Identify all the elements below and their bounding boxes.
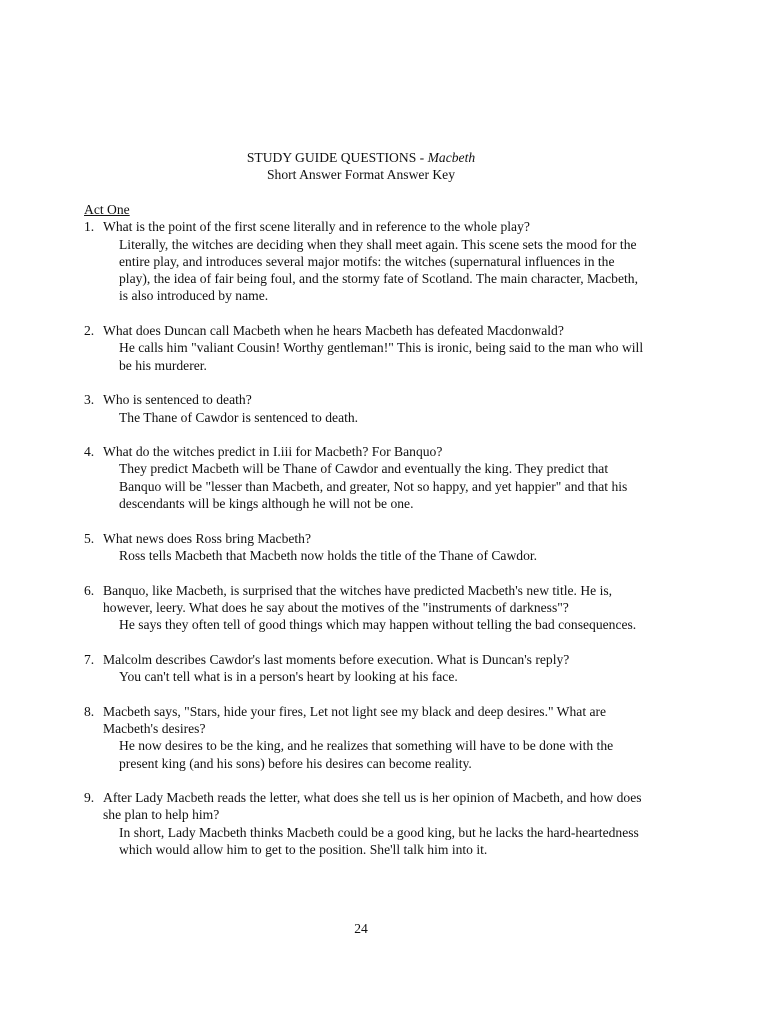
question-number: 8. — [84, 703, 95, 719]
question-line — [84, 391, 644, 408]
question-line — [84, 218, 644, 235]
answer-text: You can't tell what is in a person's heart by looking at his face. — [119, 669, 458, 685]
question-line — [84, 703, 644, 738]
question-text: What does Duncan call Macbeth when he hears Macbeth has defeated Macdonwald? — [103, 323, 564, 339]
answer-text: Ross tells Macbeth that Macbeth now holds the title of the Thane of Cawdor. — [119, 547, 538, 563]
questions-section — [84, 201, 644, 876]
question-number: 9. — [84, 790, 95, 806]
page-subtitle: Short Answer Format Answer Key — [266, 167, 456, 183]
question-number: 4. — [84, 444, 95, 460]
question-line — [84, 530, 644, 547]
question-item — [84, 218, 644, 304]
question-number: 2. — [84, 323, 95, 339]
question-line — [84, 651, 644, 668]
question-text: Malcolm describes Cawdor's last moments before execution. What is Duncan's reply? — [103, 651, 570, 667]
question-item — [84, 443, 644, 512]
question-item — [84, 651, 644, 686]
title-prefix: STUDY GUIDE QUESTIONS - — [246, 150, 428, 165]
question-number: 5. — [84, 530, 95, 546]
question-text: What do the witches predict in I.iii for Macbeth? For Banquo? — [103, 444, 443, 460]
answer-text: He says they often tell of good things which may happen without telling the bad consequences. — [119, 617, 637, 633]
question-item — [84, 789, 644, 858]
answer-text: The Thane of Cawdor is sentenced to death. — [119, 409, 359, 425]
page-number: 24 — [354, 921, 368, 936]
question-text: What is the point of the first scene literally and in reference to the whole play? — [103, 219, 530, 235]
question-text: After Lady Macbeth reads the letter, what does she tell us is her opinion of Macbeth, and how does she plan to help him? — [103, 790, 642, 823]
question-text: Banquo, like Macbeth, is surprised that the witches have predicted Macbeth's new title. He is, however, leery. What does he say about the motives of the "instruments of darkness"? — [103, 582, 613, 615]
question-text: What news does Ross bring Macbeth? — [103, 530, 312, 546]
question-item — [84, 703, 644, 772]
question-number: 1. — [84, 219, 95, 235]
question-item — [84, 582, 644, 634]
question-number: 3. — [84, 392, 95, 408]
answer-text: In short, Lady Macbeth thinks Macbeth could be a good king, but he lacks the hard-heartedness which would allow him to get to the position. She'll talk him into it. — [119, 824, 639, 857]
question-line — [84, 789, 644, 824]
answer-text: He calls him "valiant Cousin! Worthy gentleman!" This is ironic, being said to the man who will be his murderer. — [119, 340, 644, 373]
title-block — [0, 149, 722, 184]
question-line — [84, 322, 644, 339]
section-heading: Act One — [84, 202, 130, 217]
question-line — [84, 582, 644, 617]
question-text: Macbeth says, "Stars, hide your fires, Let not light see my black and deep desires." What are Macbeth's desires? — [103, 703, 607, 736]
question-item — [84, 322, 644, 374]
title-work: Macbeth — [427, 150, 476, 165]
question-number: 6. — [84, 582, 95, 598]
answer-text: Literally, the witches are deciding when they shall meet again. This scene sets the mood for the entire play, and introduces several major motifs: the witches (supernatural influences in the play), the idea of fair being foul, and the stormy fate of Scotland. The main character, Macbeth, is also introduced by name. — [119, 236, 638, 304]
question-item — [84, 530, 644, 565]
answer-text: They predict Macbeth will be Thane of Cawdor and eventually the king. They predict that Banquo will be "lesser than Macbeth, and greater, Not so happy, and yet happier" and that his descendants will be kings although he will not be one. — [119, 461, 628, 512]
question-number: 7. — [84, 651, 95, 667]
question-line — [84, 443, 644, 460]
page-title — [0, 149, 722, 166]
question-item — [84, 391, 644, 426]
question-text: Who is sentenced to death? — [103, 392, 252, 408]
answer-text: He now desires to be the king, and he realizes that something will have to be done with the present king (and his sons) before his desires can become reality. — [119, 738, 614, 771]
